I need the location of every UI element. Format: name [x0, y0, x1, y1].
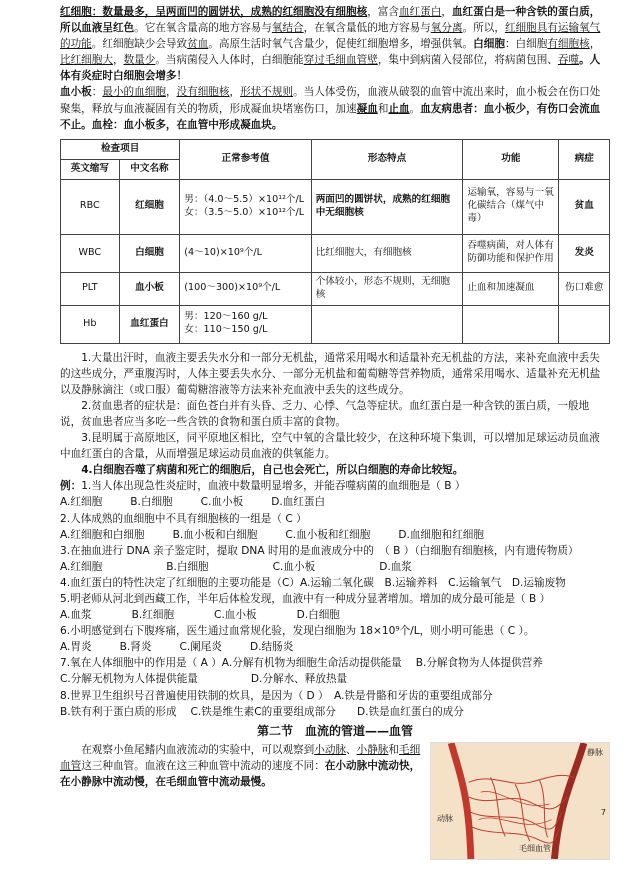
table-cell-disease: 发炎	[559, 234, 610, 272]
table-cell-disease: 伤口难愈	[559, 272, 610, 305]
plt-smallest: 最小的血细胞	[102, 86, 166, 99]
table-cell-func	[463, 305, 559, 343]
table-cell-disease	[559, 305, 610, 343]
table-header-abbr: 英文缩写	[61, 159, 120, 179]
q5-options	[60, 607, 610, 623]
plt-colon: ：	[91, 86, 103, 99]
section2-body	[60, 742, 610, 860]
table-row	[61, 272, 610, 305]
section-title: 第二节 血流的管道——血管	[256, 723, 413, 738]
option: D.血浆	[379, 560, 412, 573]
table-cell-disease: 贫血	[559, 179, 610, 234]
option: C.阑尾炎	[179, 641, 222, 654]
rbc-oxygen-bind: 氧结合	[271, 22, 304, 35]
s2-small-artery: 小动脉	[314, 743, 347, 756]
wbc-inflammation: 。人体有炎症时白细胞会增多！	[60, 54, 601, 83]
table-cell-ref	[180, 179, 311, 234]
rbc-text-7: 。高原生活时氧气含量少，促使红细胞增多，增强供氧。	[208, 38, 474, 51]
table-cell-abbr: RBC	[61, 179, 120, 234]
wbc-phagocytose: 吞噬	[557, 54, 580, 67]
ref-line-1: 男：120～160 g/L	[184, 311, 268, 323]
wbc-size: 比红细胞大	[60, 54, 113, 67]
plt-title: 血小板	[60, 86, 92, 99]
table-cell-morph: 两面凹的圆饼状，成熟的红细胞中无细胞核	[311, 179, 463, 234]
option: A.红细胞和白细胞	[60, 528, 145, 541]
plt-comma-2: ，	[229, 86, 241, 99]
rbc-iron-protein: 血红蛋白是一种含铁的蛋白质，所以血液呈红色	[60, 6, 601, 35]
example-q1	[60, 478, 610, 494]
rbc-anemia: 贫血	[187, 38, 209, 51]
note-1: 1.大量出汗时，血液主要丢失水分和一部分无机盐，通常采用喝水和适量补充无机盐的方法，来补充血液中丢失的这些成分，严重腹泻时，人体主要丢失水分、一部分无机盐和葡萄糖等营养物质，通常采用喝水、适量补充无机盐以及静脉滴注（或口服）葡萄糖溶液等方法来补充血液中丢失的这些成分。	[60, 351, 601, 396]
ref-line-1: (100～300)×10⁹个/L	[184, 282, 281, 294]
s2-sep-1: 、	[346, 743, 357, 756]
plt-stop-bleeding: 止血	[388, 102, 410, 115]
plt-text: 。当人体受伤，血液从破裂的血管中流出来时，血小板会在伤口处聚集，释放与血液凝固有关的物质，形成凝血块堵塞伤口，加速	[60, 86, 601, 115]
rbc-text-5: 。所以，	[462, 22, 505, 35]
table-cell-morph: 比红细胞大，有细胞核	[311, 234, 463, 272]
table-header-item: 检查项目	[61, 139, 180, 159]
table-cell-name: 红细胞	[119, 179, 180, 234]
s2-capillary: 毛细血管	[60, 743, 421, 773]
table-cell-func: 运输氧，容易与一氧化碳结合（煤气中毒）	[463, 179, 559, 234]
option: C.血小板	[200, 496, 244, 509]
table-cell-func: 止血和加速凝血	[463, 272, 559, 305]
wbc-through-capillary: 穿过毛细血管壁	[303, 54, 378, 67]
s2-text-1: 在观察小鱼尾鳍内血液流动的实验中，可以观察到	[81, 743, 315, 756]
wbc-comma-1: ，	[589, 38, 601, 51]
table-header-disease: 病症	[559, 139, 610, 179]
ref-line-1: (4～10)×10⁹个/L	[184, 246, 262, 258]
rbc-paragraph	[60, 4, 610, 84]
option: D.白细胞	[296, 609, 340, 622]
rbc-text-3: 。它在氧含量高的地方容易与	[134, 22, 272, 35]
option: A.胃炎	[60, 641, 92, 654]
option: C.血小板	[214, 609, 257, 622]
option: C.血小板和红细胞	[285, 528, 371, 541]
table-row	[61, 234, 610, 272]
option: A.血浆	[60, 609, 92, 622]
s2-flow-speed: 在小动脉中流动快，在小静脉中流动慢，在毛细血管中流动最慢。	[60, 760, 421, 789]
rbc-function: 红细胞具有运输氧气的功能	[60, 22, 601, 51]
q1-text: 1.当人体出现急性炎症时，血液中数量明显增多，并能吞噬病菌的血细胞是（ B ）	[81, 480, 466, 493]
note-2: 2.贫血患者的症状是：面色苍白并有头昏、乏力、心悸、气急等症状。血红蛋白是一种含铁的蛋白质，一般地说，贫血患者应当多吃一些含铁的食物和蛋白质丰富的食物。	[60, 399, 590, 428]
rbc-text-4: ，在氧含量低的地方容易与	[303, 22, 431, 35]
plt-period: 。	[409, 102, 421, 115]
option: C.血小板	[272, 560, 316, 573]
s2-text-2: 这三种血管。血液在这三种血管中流动的速度不同：	[81, 760, 325, 773]
table-cell-ref	[180, 272, 311, 305]
table-header-ref: 正常参考值	[180, 139, 311, 179]
q1-options	[60, 494, 610, 510]
wbc-comma-2: ，	[112, 54, 124, 67]
wbc-count: 数量少	[123, 54, 156, 67]
table-cell-name: 白细胞	[119, 234, 180, 272]
plt-comma-1: ，	[165, 86, 177, 99]
q2-options	[60, 527, 610, 543]
wbc-text-1: ：白细胞	[504, 38, 548, 51]
note-4: 4.白细胞吞噬了病菌和死亡的细胞后，自己也会死亡，所以白细胞的寿命比较短。	[81, 464, 464, 477]
table-row	[61, 305, 610, 343]
s2-and: 和	[388, 743, 399, 756]
plt-diseases: 血友病患者：血小板少，有伤口会流血不止。血栓：血小板多，在血管中形成凝血块。	[60, 102, 601, 131]
example-q5: 5.明老师从河北到西藏工作，半年后体检发现，血液中有一种成分显著增加。增加的成分最可能是（ B ）	[60, 592, 551, 605]
plt-no-nucleus: 没有细胞核	[176, 86, 230, 99]
option: A.红细胞	[60, 496, 103, 509]
table-row	[61, 179, 610, 234]
table-cell-ref	[180, 305, 311, 343]
plt-paragraph	[60, 84, 610, 132]
table-header-morph: 形态特点	[311, 139, 463, 179]
wbc-nucleus: 有细胞核	[547, 38, 590, 51]
q3-options	[60, 559, 610, 575]
example-q3: 3.在抽血进行 DNA 亲子鉴定时，提取 DNA 时用的是血液成分中的 （ B ）（白细胞有细胞核，内有遗传物质）	[60, 544, 579, 557]
section2-paragraph	[60, 742, 422, 860]
option: B.白细胞	[130, 496, 173, 509]
example-q8: 8.世界卫生组织号召普遍使用铁制的炊具，是因为（ D ） A.铁是骨骼和牙齿的重要组成部分	[60, 689, 493, 702]
note-3: 3.昆明属于高原地区，同平原地区相比，空气中氧的含量比较少，在这种环境下集训，可以增加足球运动员血液中血红蛋白的含量，从而增强足球运动员血液的供氧能力。	[60, 432, 600, 461]
vein-label: 静脉	[587, 747, 603, 757]
figure-number: 7	[600, 807, 606, 817]
s2-small-vein: 小静脉	[356, 743, 389, 756]
example-q7-b: C.分解无机物为人体提供能量 D.分解水、释放热量	[60, 673, 348, 686]
option: D.结肠炎	[250, 641, 294, 654]
table-cell-morph: 个体较小，形态不规则，无细胞核	[311, 272, 463, 305]
example-q8-b: B.铁有利于蛋白质的形成 C.铁是维生素C的重要组成部分 D.铁是血红蛋白的成分	[60, 705, 464, 718]
wbc-title: 白细胞	[473, 38, 505, 51]
option: A.红细胞	[60, 560, 103, 573]
option: B.血小板和白细胞	[172, 528, 258, 541]
option: D.血红蛋白	[271, 496, 326, 509]
table-cell-morph	[311, 305, 463, 343]
plt-and: 和	[377, 102, 389, 115]
example-q7: 7.氧在人体细胞中的作用是（ A ）A.分解有机物为细胞生命活动提供能量 B.分解食物为人体提供营养	[60, 657, 543, 670]
plt-clotting: 凝血	[356, 102, 378, 115]
wbc-text-2: 。当病菌侵入人体时，白细胞能	[155, 54, 304, 67]
rbc-text-2: ，富含	[367, 6, 399, 18]
rbc-comma: ，	[441, 6, 452, 18]
rbc-text-1: 红细胞：数量最多，呈两面凹的圆饼状，成熟的红细胞	[60, 6, 315, 18]
example-q6: 6.小明感觉到右下腹疼痛，医生通过血常规化验，发现白细胞为 18×10⁹个/L，则小明可能患（ C ）。	[60, 625, 535, 638]
plt-irregular: 形状不规则	[240, 86, 294, 99]
ref-line-1: 男：（4.0～5.5）×10¹²个/L	[184, 193, 305, 205]
rbc-oxygen-separate: 氧分离	[430, 22, 463, 35]
blood-vessel-figure	[430, 742, 610, 860]
option: B.红细胞	[131, 609, 175, 622]
table-header-func: 功能	[463, 139, 559, 179]
ref-line-2: 女：110～150 g/L	[184, 324, 268, 336]
rbc-hemoglobin: 血红蛋白	[399, 6, 442, 18]
option: B.白细胞	[166, 560, 209, 573]
vessel-illustration	[431, 743, 609, 859]
table-cell-name: 血小板	[119, 272, 180, 305]
capillary-label: 毛细血管	[519, 843, 551, 853]
table-cell-abbr: Hb	[61, 305, 120, 343]
blood-test-table	[60, 139, 610, 344]
option: D.血细胞和红细胞	[398, 528, 484, 541]
ref-line-2: 女：（3.5～5.0）×10¹²个/L	[184, 206, 305, 218]
table-cell-ref	[180, 234, 311, 272]
example-q2: 2.人体成熟的血细胞中不具有细胞核的一组是（ C ）	[60, 512, 307, 525]
artery-label: 动脉	[437, 813, 453, 823]
q6-options	[60, 639, 610, 655]
option: B.肾炎	[119, 641, 152, 654]
table-header-name: 中文名称	[119, 159, 180, 179]
rbc-no-nucleus: 没有细胞核	[314, 6, 368, 18]
example-q4: 4.血红蛋白的特性决定了红细胞的主要功能是（C）A.运输二氧化碳 B.运输养料 C.运输氧气 D.运输废物	[60, 576, 566, 589]
wbc-text-3: ，集中到病菌入侵部位，将病菌包围、	[377, 54, 558, 67]
table-cell-abbr: PLT	[61, 272, 120, 305]
table-cell-func: 吞噬病菌，对人体有防御功能和保护作用	[463, 234, 559, 272]
table-cell-name: 血红蛋白	[119, 305, 180, 343]
example-label: 例：	[60, 480, 82, 493]
rbc-text-6: 。红细胞缺少会导致	[91, 38, 188, 51]
table-cell-abbr: WBC	[61, 234, 120, 272]
